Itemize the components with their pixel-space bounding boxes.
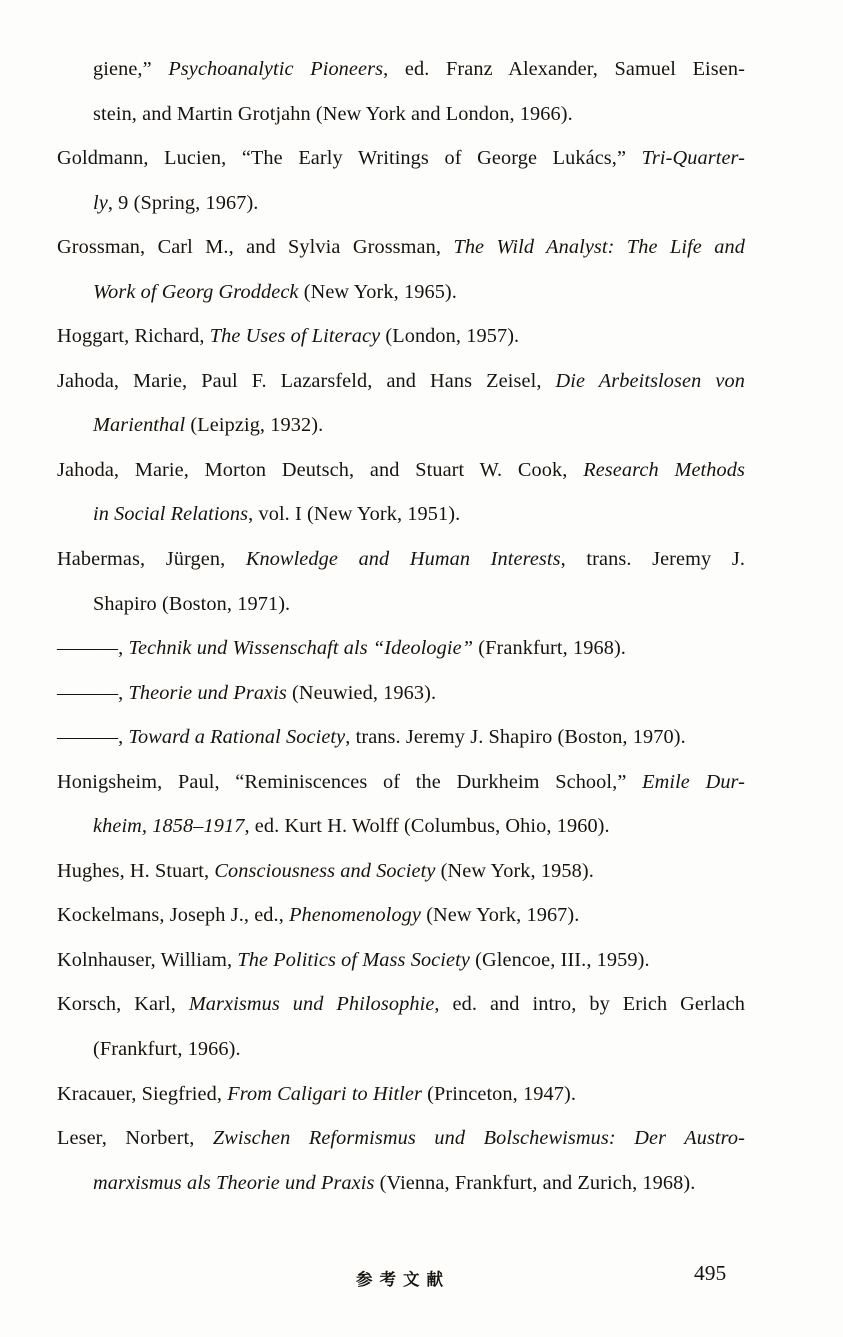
title-segment: kheim, 1858–1917 [93,815,245,838]
text-segment: , 9 (Spring, 1967). [107,191,259,214]
text-segment: giene,” [93,58,169,80]
bibliography-line [57,849,745,894]
bibliography-entry [57,537,745,626]
text-segment: (Frankfurt, 1968). [473,637,626,660]
title-segment: Die Arbeitslosen von [555,369,745,392]
bibliography-line [57,1161,745,1206]
bibliography-entry [57,359,745,448]
bibliography-line [57,537,745,582]
bibliography-line [57,448,745,493]
bibliography-line [57,671,745,716]
bibliography-line [57,492,745,537]
bibliography-line [57,893,745,938]
bibliography-entry [57,715,745,760]
title-segment: Consciousness and Society [214,859,436,882]
text-segment: (New York, 1958). [435,859,594,882]
text-segment: Korsch, Karl, [57,993,189,1016]
bibliography-line [57,181,745,226]
bibliography-entry [57,893,745,938]
bibliography-entry [57,448,745,537]
bibliography-line [57,270,745,315]
title-segment: The Uses of Literacy [209,325,381,348]
title-segment: in Social Relations [93,503,249,526]
text-segment: Kolnhauser, William, [57,948,238,971]
bibliography-entry [57,314,745,359]
bibliography-entry [57,626,745,671]
title-segment: From Caligari to Hitler [227,1082,423,1105]
title-segment: Technik und Wissenschaft als “Ideologie” [128,637,474,660]
bibliography-line [57,403,745,448]
footer-section-label: 参考文献 [356,1270,450,1289]
title-segment: Psychoanalytic Pioneers [168,58,384,80]
title-segment: Work of Georg Groddeck [93,280,299,303]
title-segment: Marxismus und Philosophie [188,993,435,1016]
text-segment: Hoggart, Richard, [57,325,210,348]
bibliography-entry [57,225,745,314]
text-segment: , ed. and intro, by Erich Gerlach [434,993,745,1016]
title-segment: ly [93,191,108,214]
text-segment: ———, [57,637,129,660]
text-segment: Kracauer, Siegfried, [57,1082,228,1105]
text-segment: ———, [57,681,129,704]
bibliography-line [57,1116,745,1161]
text-segment: , trans. Jeremy J. Shapiro (Boston, 1970). [345,726,686,749]
title-segment: The Wild Analyst: The Life and [453,236,745,259]
title-segment: marxismus als Theorie und Praxis [93,1171,375,1194]
text-segment: Jahoda, Marie, Paul F. Lazarsfeld, and Hans Zeisel, [57,369,556,392]
title-segment: Tri-Quarter- [641,147,745,170]
text-segment: (Neuwied, 1963). [286,681,437,704]
title-segment: Phenomenology [289,904,422,927]
text-segment: , ed. Franz Alexander, Samuel Eisen- [383,58,745,80]
bibliography-line [57,1072,745,1117]
bibliography-entry [57,760,745,849]
title-segment: Marienthal [93,414,186,437]
text-segment: Kockelmans, Joseph J., ed., [57,904,290,927]
text-segment: Jahoda, Marie, Morton Deutsch, and Stuart W. Cook, [57,458,584,481]
text-segment: (Glencoe, III., 1959). [469,948,650,971]
text-segment: stein, and Martin Grotjahn (New York and London, 1966). [93,102,573,125]
text-segment: Goldmann, Lucien, “The Early Writings of George Lukács,” [57,147,642,170]
bibliography-entry [57,938,745,983]
bibliography-entry [57,136,745,225]
bibliography-entry [57,47,745,136]
text-segment: (Princeton, 1947). [422,1082,576,1105]
bibliography-line [57,804,745,849]
text-segment: Honigsheim, Paul, “Reminiscences of the Durkheim School,” [57,770,643,793]
text-segment: Hughes, H. Stuart, [57,859,215,882]
text-segment: , trans. Jeremy J. [560,548,745,571]
text-segment: (Frankfurt, 1966). [93,1038,241,1061]
bibliography-line [57,136,745,181]
bibliography-line [57,92,745,137]
title-segment: Knowledge and Human Interests [245,548,561,571]
text-segment: Shapiro (Boston, 1971). [93,592,291,615]
text-segment: (New York, 1965). [298,280,457,303]
bibliography-entry [57,849,745,894]
text-segment: (Leipzig, 1932). [185,414,324,437]
text-segment: , ed. Kurt H. Wolff (Columbus, Ohio, 1960). [244,815,610,838]
page-number: 495 [694,1261,727,1285]
bibliography-line [57,225,745,270]
title-segment: Emile Dur- [642,770,745,793]
bibliography-line [57,760,745,805]
bibliography-line [57,938,745,983]
title-segment: Zwischen Reformismus und Bolschewismus: Der Austro- [212,1127,745,1150]
bibliography-entry [57,1072,745,1117]
bibliography-line [57,715,745,760]
title-segment: Theorie und Praxis [128,681,287,704]
text-segment: ———, [57,726,129,749]
bibliography-entry [57,982,745,1071]
text-segment: , vol. I (New York, 1951). [248,503,461,526]
title-segment: Research Methods [583,458,745,481]
text-segment: (New York, 1967). [421,904,580,927]
title-segment: Toward a Rational Society [128,726,346,749]
bibliography-entry [57,1116,745,1205]
bibliography-line [57,359,745,404]
bibliography-line [57,582,745,627]
bibliography-line [57,982,745,1027]
text-segment: Habermas, Jürgen, [57,548,246,571]
bibliography [57,47,745,1205]
bibliography-line [57,314,745,359]
text-segment: (Vienna, Frankfurt, and Zurich, 1968). [374,1171,696,1194]
title-segment: The Politics of Mass Society [237,948,470,971]
bibliography-line [57,1027,745,1072]
text-segment: Grossman, Carl M., and Sylvia Grossman, [57,236,454,259]
bibliography-line [57,626,745,671]
text-segment: Leser, Norbert, [57,1127,213,1150]
text-segment: (London, 1957). [380,325,520,348]
bibliography-entry [57,671,745,716]
bibliography-line [57,47,745,92]
